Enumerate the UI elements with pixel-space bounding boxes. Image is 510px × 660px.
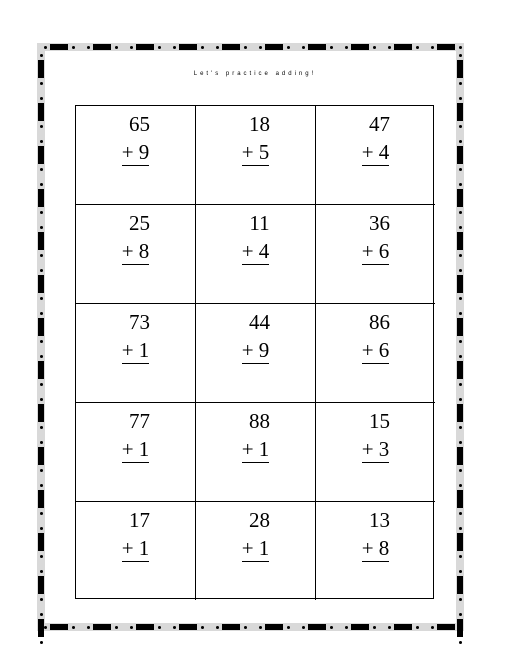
problem-addend: + 3 [361,437,390,461]
border-dot [40,426,43,429]
problem-top-number: 28 [249,508,270,532]
border-dot [40,140,43,143]
border-dash [179,44,197,50]
problem-cell [196,502,316,600]
border-dot [459,254,462,257]
border-dot [431,46,434,49]
border-dash [38,189,44,207]
problem-addend: + 1 [121,338,150,362]
problem-addend: + 5 [241,140,270,164]
border-dash [38,447,44,465]
border-dot [459,54,462,57]
border-dot [459,426,462,429]
border-dot [72,46,75,49]
border-dot [40,641,43,644]
problem-cell [316,502,435,600]
problem-addend: + 1 [241,437,270,461]
border-dot [459,641,462,644]
border-dot [130,626,133,629]
border-dot [201,46,204,49]
border-dot [40,555,43,558]
border-dot [40,570,43,573]
border-dot [459,125,462,128]
border-dot [40,226,43,229]
problem-addend: + 1 [121,536,150,560]
border-dot [115,46,118,49]
border-dot [87,626,90,629]
border-dot [40,398,43,401]
border-dot [416,626,419,629]
problem-top-number: 77 [129,409,150,433]
border-dot [40,441,43,444]
border-dash [38,404,44,422]
border-dash [351,624,369,630]
border-dot [72,626,75,629]
border-dot [287,46,290,49]
border-dot [216,46,219,49]
border-dot [459,211,462,214]
problem-addend: + 9 [121,140,150,164]
border-dot [259,46,262,49]
border-dot [459,355,462,358]
problem-top-number: 36 [369,211,390,235]
border-dash [93,624,111,630]
problem-top-number: 73 [129,310,150,334]
problem-addend: + 8 [361,536,390,560]
problem-addend: + 9 [241,338,270,362]
border-dot [216,626,219,629]
border-dot [459,484,462,487]
problem-cell [316,304,435,403]
border-dot [459,226,462,229]
border-dash [457,447,463,465]
border-dot [459,97,462,100]
border-dot [330,626,333,629]
border-dot [158,626,161,629]
border-dot [40,355,43,358]
border-dash [38,576,44,594]
border-dash [457,232,463,250]
border-dot [330,46,333,49]
border-dot [158,46,161,49]
border-dot [40,125,43,128]
border-dot [459,555,462,558]
problem-addend: + 1 [121,437,150,461]
problems-grid [75,105,434,599]
border-dot [115,626,118,629]
problem-top-number: 17 [129,508,150,532]
border-dot [244,46,247,49]
border-dot [459,140,462,143]
border-dot [201,626,204,629]
border-dash [394,624,412,630]
border-dash [222,624,240,630]
border-dash [38,275,44,293]
border-dot [40,82,43,85]
problem-top-number: 65 [129,112,150,136]
problem-addend: + 6 [361,338,390,362]
border-dot [40,512,43,515]
border-dot [388,46,391,49]
border-dash [457,533,463,551]
border-dot [459,312,462,315]
problem-top-number: 25 [129,211,150,235]
border-dot [40,269,43,272]
border-dot [459,398,462,401]
problem-top-number: 47 [369,112,390,136]
border-dash [265,624,283,630]
border-dot [40,340,43,343]
border-dot [459,469,462,472]
problem-cell [196,205,316,304]
border-dot [130,46,133,49]
border-dash [38,533,44,551]
border-dash [351,44,369,50]
border-dash [394,44,412,50]
border-dot [40,312,43,315]
border-dot [459,82,462,85]
border-dot [40,54,43,57]
border-dot [345,46,348,49]
border-dash [50,624,68,630]
border-dash [38,490,44,508]
border-dash [457,404,463,422]
problem-addend: + 4 [241,239,270,263]
border-dash [457,619,463,637]
border-dash [38,103,44,121]
border-dot [459,598,462,601]
problem-cell [76,304,196,403]
border-dot [244,626,247,629]
border-dot [459,512,462,515]
border-dash [38,318,44,336]
border-dot [40,598,43,601]
border-dot [44,626,47,629]
border-dash [38,619,44,637]
border-dash [308,624,326,630]
problem-top-number: 11 [249,211,270,235]
problem-addend: + 6 [361,239,390,263]
border-dash [136,44,154,50]
border-dash [457,490,463,508]
problem-addend: + 1 [241,536,270,560]
border-dash [457,189,463,207]
border-dash [50,44,68,50]
problem-cell [196,304,316,403]
border-dot [40,254,43,257]
border-dash [38,146,44,164]
border-dash [136,624,154,630]
border-dot [345,626,348,629]
border-dot [302,626,305,629]
border-dot [459,570,462,573]
border-dot [459,168,462,171]
problem-cell [316,205,435,304]
border-dot [173,46,176,49]
border-dash [38,232,44,250]
page-title: Let's practice adding! [193,71,317,77]
border-dash [457,146,463,164]
border-dash [457,318,463,336]
border-dash [457,103,463,121]
problem-top-number: 86 [369,310,390,334]
border-dash [38,361,44,379]
border-dot [40,297,43,300]
border-dash [265,44,283,50]
border-dot [287,626,290,629]
border-dash [457,275,463,293]
border-dot [459,183,462,186]
problem-top-number: 88 [249,409,270,433]
border-dash [179,624,197,630]
border-dot [40,183,43,186]
border-dash [93,44,111,50]
problem-top-number: 18 [249,112,270,136]
border-dot [302,46,305,49]
border-dot [459,527,462,530]
border-dot [40,383,43,386]
border-dot [373,46,376,49]
problem-cell [76,205,196,304]
border-dot [416,46,419,49]
border-dot [388,626,391,629]
border-dash [308,44,326,50]
border-dot [373,626,376,629]
border-dot [40,211,43,214]
border-dot [40,97,43,100]
border-dash [457,361,463,379]
border-dot [40,613,43,616]
border-dot [459,383,462,386]
problem-cell [196,403,316,502]
problem-addend: + 8 [121,239,150,263]
problem-top-number: 15 [369,409,390,433]
problem-cell [316,403,435,502]
border-dot [459,297,462,300]
problem-cell [76,502,196,600]
border-dot [40,168,43,171]
border-dot [44,46,47,49]
problem-top-number: 13 [369,508,390,532]
problem-addend: + 4 [361,140,390,164]
problem-cell [196,106,316,205]
border-dot [40,527,43,530]
border-dot [40,469,43,472]
border-dash [457,576,463,594]
border-dot [259,626,262,629]
problem-top-number: 44 [249,310,270,334]
problem-cell [76,403,196,502]
border-dot [40,484,43,487]
border-dot [459,340,462,343]
border-dot [173,626,176,629]
border-dash [437,44,455,50]
problem-cell [316,106,435,205]
border-dot [87,46,90,49]
problem-cell [76,106,196,205]
border-dot [459,441,462,444]
border-dot [459,269,462,272]
border-dot [459,613,462,616]
border-dash [222,44,240,50]
border-dot [459,46,462,49]
border-dot [431,626,434,629]
border-dash [437,624,455,630]
